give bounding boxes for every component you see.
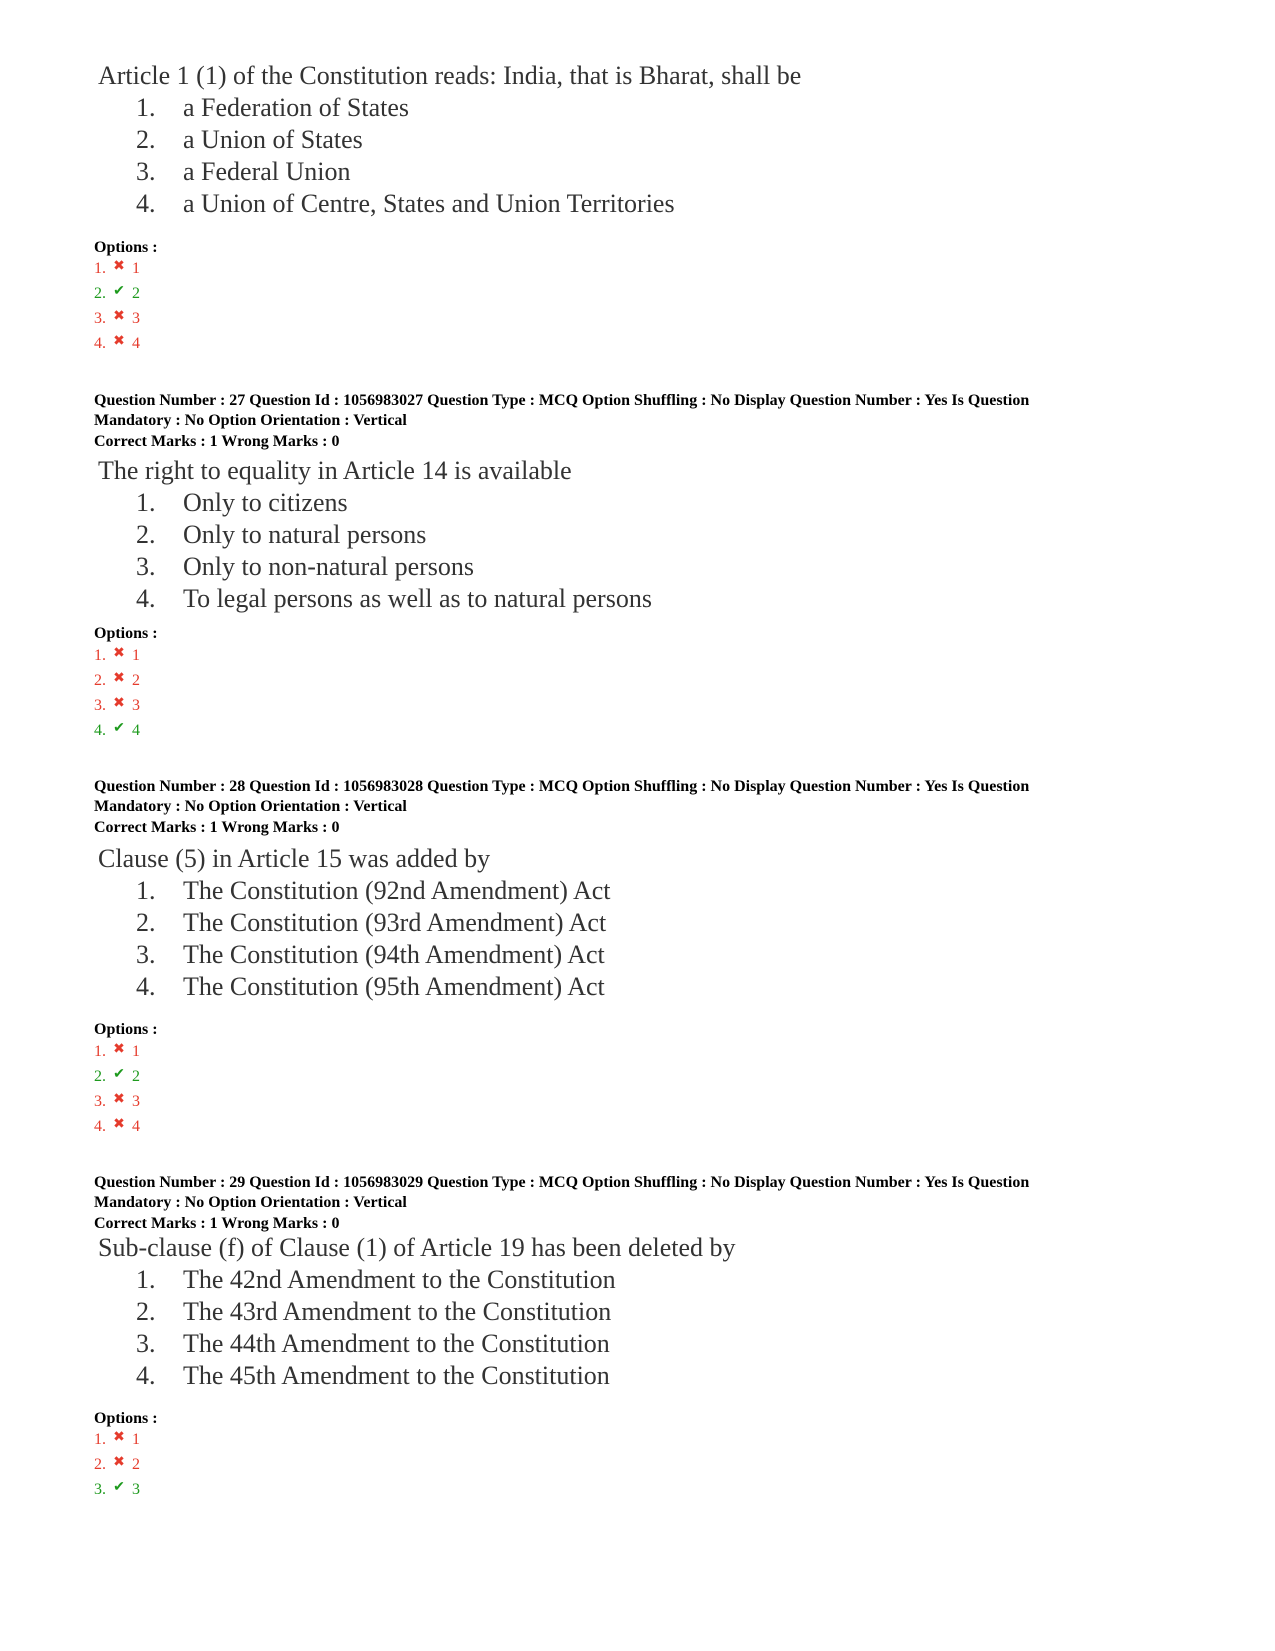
check-icon: ✔ xyxy=(113,721,125,736)
question-meta-line: Question Number : 28 Question Id : 1056983028 Question Type : MCQ Option Shuffling : No Display Question Number : Yes Is Question xyxy=(94,778,1030,795)
cross-icon: ✖ xyxy=(113,1455,125,1470)
choice-item: 4. To legal persons as well as to natural persons xyxy=(136,584,652,613)
question-meta-line: Question Number : 27 Question Id : 1056983027 Question Type : MCQ Option Shuffling : No Display Question Number : Yes Is Question xyxy=(94,392,1030,409)
cross-icon: ✖ xyxy=(113,334,125,349)
cross-icon: ✖ xyxy=(113,1042,125,1057)
question-meta-line: Mandatory : No Option Orientation : Vertical xyxy=(94,412,407,429)
question-text: The right to equality in Article 14 is available xyxy=(98,456,572,485)
question-text: Article 1 (1) of the Constitution reads: India, that is Bharat, shall be xyxy=(98,61,802,90)
option-item: 2. ✖ 2 xyxy=(94,668,140,694)
question-meta xyxy=(94,391,1154,431)
choice-item: 2. Only to natural persons xyxy=(136,520,427,549)
options-label: Options : xyxy=(94,239,158,256)
question-image xyxy=(98,1232,736,1392)
option-item: 2. ✖ 2 xyxy=(94,1452,140,1478)
question-meta xyxy=(94,1173,1154,1213)
option-item: 3. ✖ 3 xyxy=(94,693,140,719)
check-icon: ✔ xyxy=(113,284,125,299)
choice-item: 2. The 43rd Amendment to the Constitution xyxy=(136,1297,612,1326)
question-text: Sub-clause (f) of Clause (1) of Article 19 has been deleted by xyxy=(98,1233,736,1262)
question-meta xyxy=(94,777,1154,817)
choice-item: 3. Only to non-natural persons xyxy=(136,552,475,581)
choice-item: 3. The 44th Amendment to the Constitution xyxy=(136,1329,610,1358)
option-item: 2. ✔ 2 xyxy=(94,281,140,307)
cross-icon: ✖ xyxy=(113,696,125,711)
question-text: Clause (5) in Article 15 was added by xyxy=(98,844,491,873)
marks-line: Correct Marks : 1 Wrong Marks : 0 xyxy=(94,1215,340,1232)
question-meta-line: Question Number : 29 Question Id : 1056983029 Question Type : MCQ Option Shuffling : No Display Question Number : Yes Is Question xyxy=(94,1174,1030,1191)
option-item: 1. ✖ 1 xyxy=(94,1427,140,1453)
cross-icon: ✖ xyxy=(113,671,125,686)
choice-item: 3. a Federal Union xyxy=(136,157,351,186)
choice-item: 1. The Constitution (92nd Amendment) Act xyxy=(136,876,611,905)
option-item: 3. ✖ 3 xyxy=(94,1089,140,1115)
choice-item: 3. The Constitution (94th Amendment) Act xyxy=(136,940,605,969)
cross-icon: ✖ xyxy=(113,259,125,274)
option-item: 1. ✖ 1 xyxy=(94,1039,140,1065)
choice-item: 1. a Federation of States xyxy=(136,93,409,122)
options-label: Options : xyxy=(94,1021,158,1038)
cross-icon: ✖ xyxy=(113,1117,125,1132)
check-icon: ✔ xyxy=(113,1067,125,1082)
option-item: 3. ✖ 3 xyxy=(94,306,140,332)
choice-item: 2. The Constitution (93rd Amendment) Act xyxy=(136,908,607,937)
choice-item: 1. The 42nd Amendment to the Constitution xyxy=(136,1265,616,1294)
option-item: 4. ✖ 4 xyxy=(94,1114,140,1140)
marks-line: Correct Marks : 1 Wrong Marks : 0 xyxy=(94,819,340,836)
choice-item: 4. a Union of Centre, States and Union Territories xyxy=(136,189,675,218)
question-meta-line: Mandatory : No Option Orientation : Vertical xyxy=(94,1194,407,1211)
option-item: 2. ✔ 2 xyxy=(94,1064,140,1090)
choice-item: 2. a Union of States xyxy=(136,125,363,154)
option-item: 1. ✖ 1 xyxy=(94,643,140,669)
choice-item: 4. The Constitution (95th Amendment) Act xyxy=(136,972,605,1001)
options-label: Options : xyxy=(94,625,158,642)
marks-line: Correct Marks : 1 Wrong Marks : 0 xyxy=(94,433,340,450)
question-image xyxy=(98,843,611,1003)
options-label: Options : xyxy=(94,1410,158,1427)
cross-icon: ✖ xyxy=(113,1092,125,1107)
choice-item: 4. The 45th Amendment to the Constitution xyxy=(136,1361,610,1390)
cross-icon: ✖ xyxy=(113,646,125,661)
question-meta-line: Mandatory : No Option Orientation : Vertical xyxy=(94,798,407,815)
choice-item: 1. Only to citizens xyxy=(136,488,348,517)
option-item: 1. ✖ 1 xyxy=(94,256,140,282)
option-item: 4. ✔ 4 xyxy=(94,718,140,744)
question-image xyxy=(98,60,801,220)
cross-icon: ✖ xyxy=(113,1430,125,1445)
check-icon: ✔ xyxy=(113,1480,125,1495)
question-image xyxy=(98,455,652,615)
option-item: 3. ✔ 3 xyxy=(94,1477,140,1503)
option-item: 4. ✖ 4 xyxy=(94,331,140,357)
cross-icon: ✖ xyxy=(113,309,125,324)
